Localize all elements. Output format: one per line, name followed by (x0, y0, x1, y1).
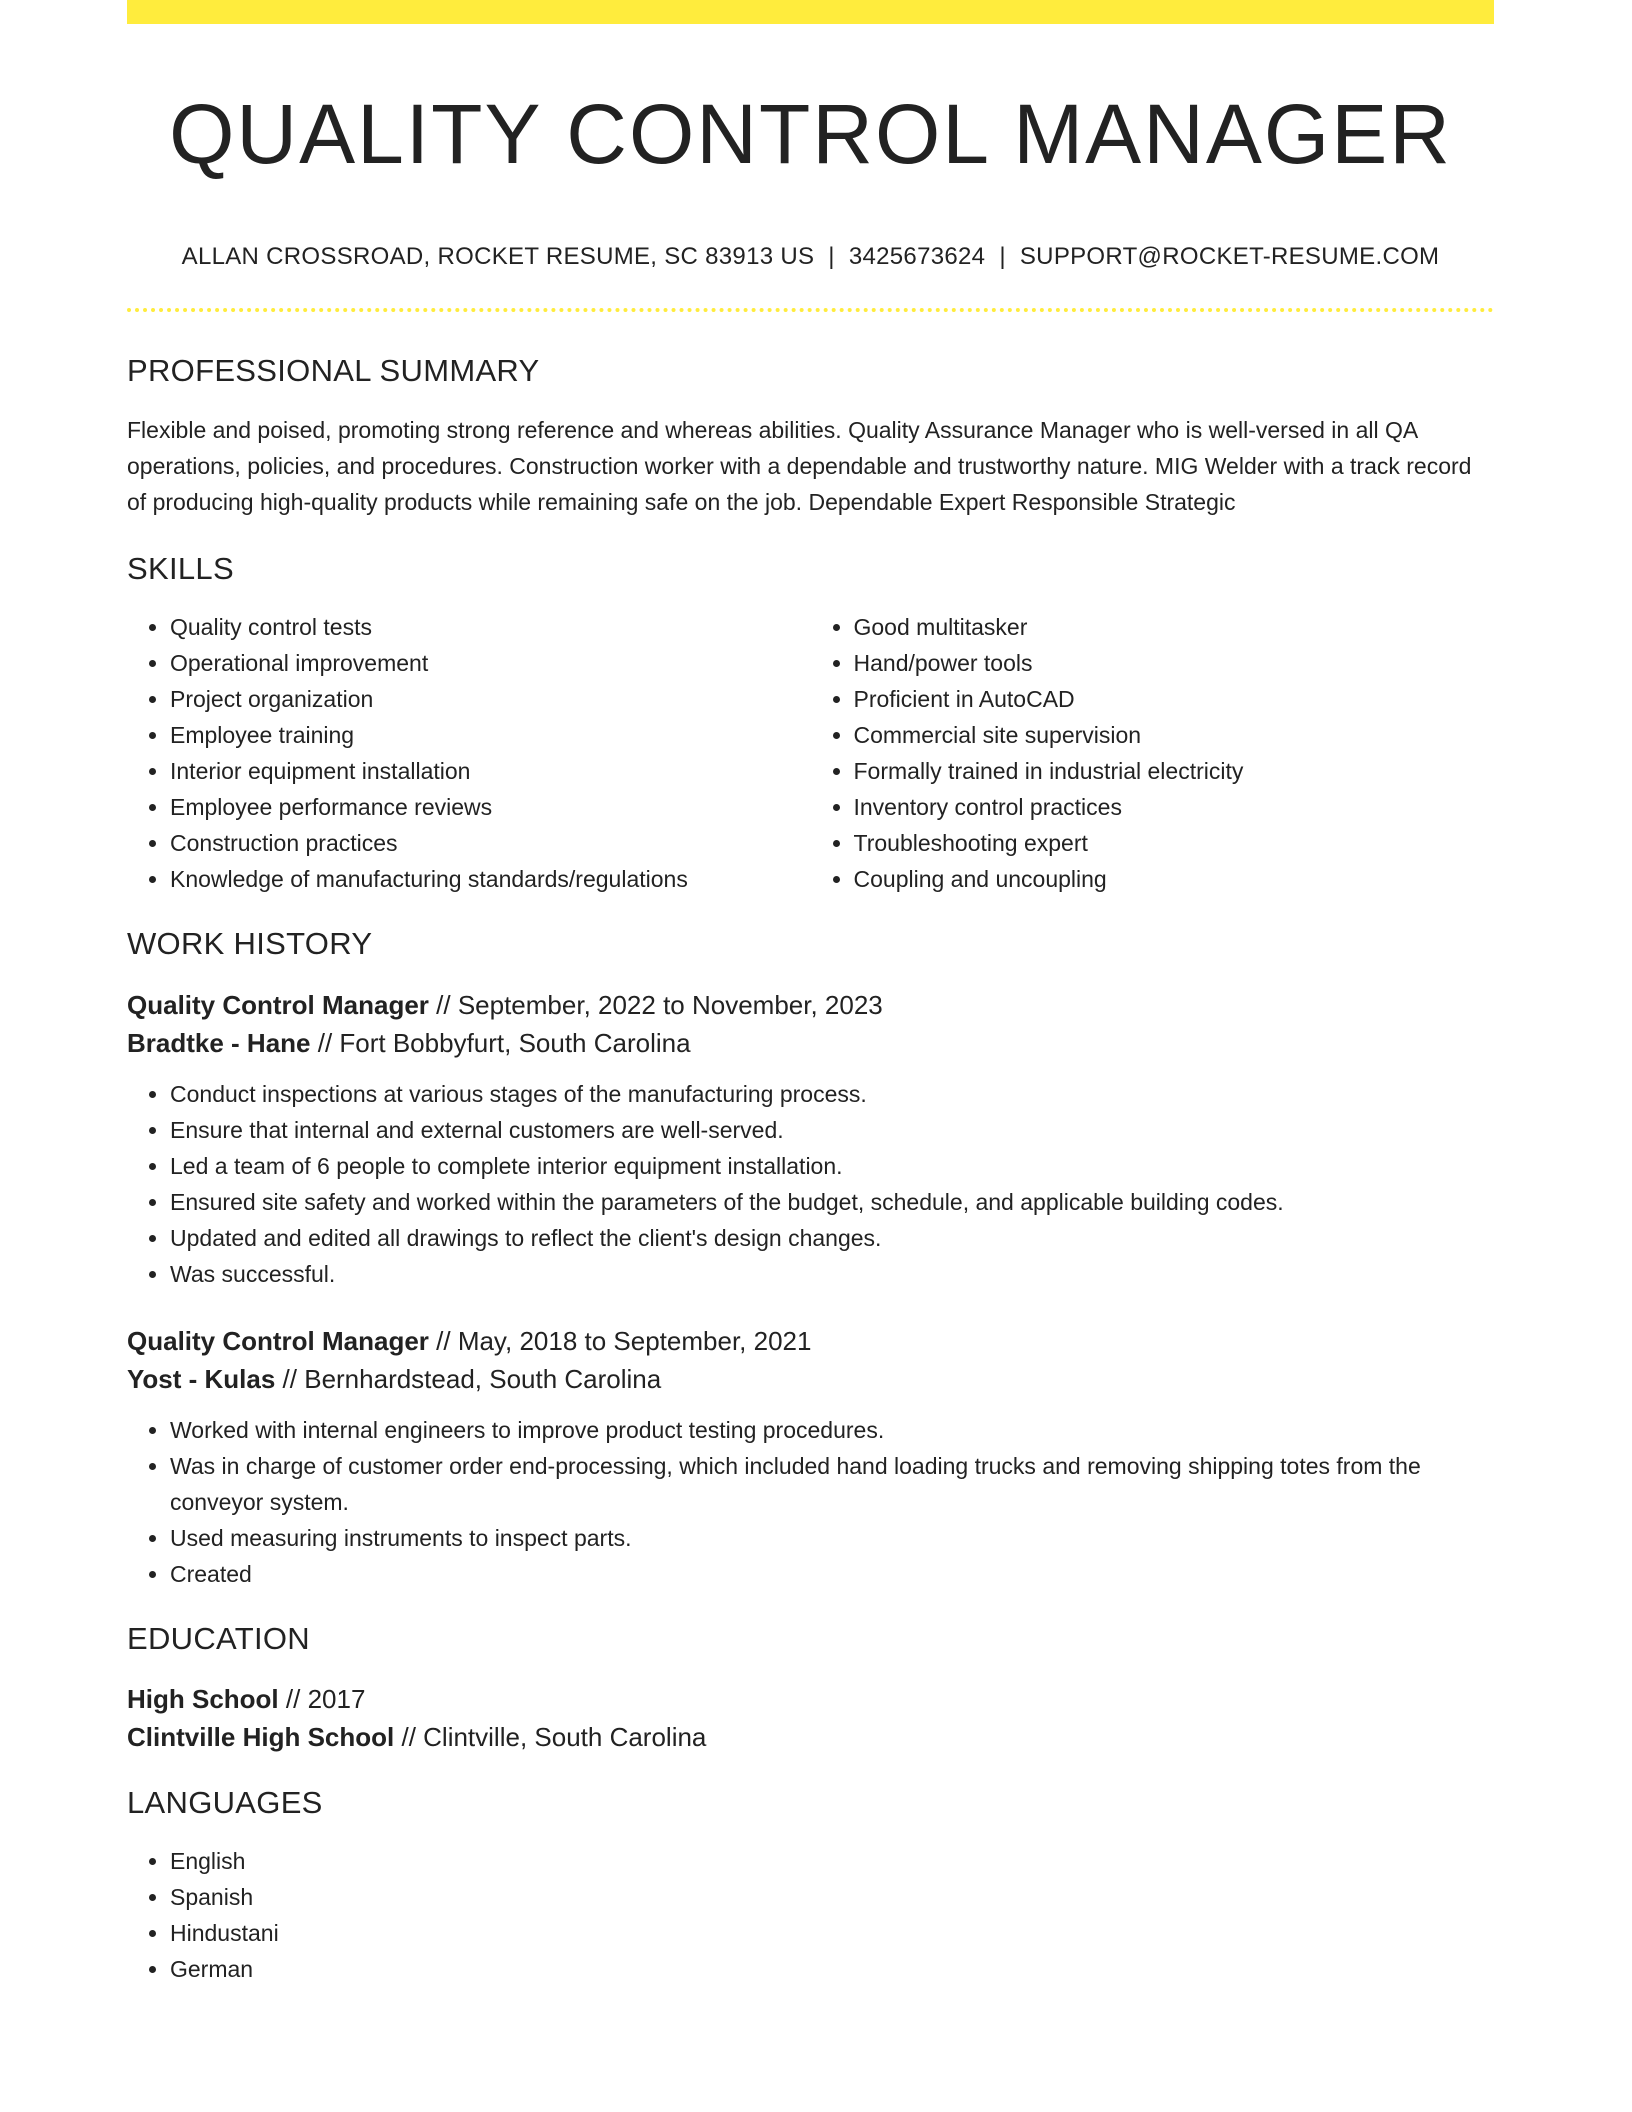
resume-title: QUALITY CONTROL MANAGER (169, 87, 1452, 181)
skill-item: • Employee training (170, 717, 811, 753)
job-company: Yost - Kulas (127, 1364, 276, 1395)
job-location: // Fort Bobbyfurt, South Carolina (310, 1028, 691, 1059)
dotted-divider (127, 308, 1494, 312)
skill-item: • Proficient in AutoCAD (854, 681, 1495, 717)
contact-email: SUPPORT@ROCKET-RESUME.COM (1019, 242, 1440, 270)
skill-item: • Coupling and uncoupling (854, 861, 1495, 897)
job-title: Quality Control Manager (127, 990, 429, 1021)
skill-item: • Troubleshooting expert (854, 825, 1495, 861)
skills-list-left (127, 609, 811, 897)
education-degree: High School (127, 1683, 279, 1714)
job-title-line (127, 1322, 1494, 1360)
skill-item: • Good multitasker (854, 609, 1495, 645)
language-item: • Spanish (170, 1879, 1494, 1915)
job-title-line (127, 986, 1494, 1024)
job-title: Quality Control Manager (127, 1326, 429, 1357)
resume-page (127, 0, 1494, 1987)
languages-list (127, 1843, 1494, 1987)
languages-heading: LANGUAGES (127, 1784, 323, 1820)
summary-text: Flexible and poised, promoting strong reference and whereas abilities. Quality Assurance Manager who is well-versed in all QA operations, policies, and procedures. Construction worker with a dependable and trustworthy nature. MIG Welder with a track record of producing high-quality products while remaining safe on the job. Dependable Expert Responsible Strategic (127, 416, 1472, 515)
job-dates: // May, 2018 to September, 2021 (428, 1326, 812, 1357)
skill-item: • Hand/power tools (854, 645, 1495, 681)
skills-heading: SKILLS (127, 550, 234, 586)
language-item: • Hindustani (170, 1915, 1494, 1951)
contact-phone: 3425673624 (848, 242, 986, 270)
skill-item: • Knowledge of manufacturing standards/regulations (170, 861, 811, 897)
job-bullet: • Was in charge of customer order end-processing, which included hand loading trucks and removing shipping totes from the conveyor system. (170, 1448, 1494, 1520)
skill-item: • Project organization (170, 681, 811, 717)
education-location: // Clintville, South Carolina (394, 1721, 707, 1752)
top-accent-bar (127, 0, 1494, 24)
skills-columns (127, 609, 1494, 897)
education-school: Clintville High School (127, 1721, 395, 1752)
skills-list-right (811, 609, 1495, 897)
skill-item: • Commercial site supervision (854, 717, 1495, 753)
skill-item: • Interior equipment installation (170, 753, 811, 789)
skill-item: • Quality control tests (170, 609, 811, 645)
job-bullet: • Ensured site safety and worked within the parameters of the budget, schedule, and applicable building codes. (170, 1184, 1494, 1220)
job-company: Bradtke - Hane (127, 1028, 311, 1059)
language-item: • English (170, 1843, 1494, 1879)
skill-item: • Inventory control practices (854, 789, 1495, 825)
education-degree-line (127, 1680, 1494, 1718)
job-bullet: • Was successful. (170, 1256, 1494, 1292)
job-bullet: • Ensure that internal and external customers are well-served. (170, 1112, 1494, 1148)
contact-separator: | (999, 242, 1006, 270)
job-company-line (127, 1024, 1494, 1062)
language-item: • German (170, 1951, 1494, 1987)
skill-item: • Construction practices (170, 825, 811, 861)
job-bullet-list (127, 1412, 1494, 1592)
job-location: // Bernhardstead, South Carolina (275, 1364, 662, 1395)
work-history-heading: WORK HISTORY (127, 926, 373, 962)
summary-heading: PROFESSIONAL SUMMARY (127, 352, 540, 388)
education-year: // 2017 (278, 1683, 366, 1714)
job-bullet: • Conduct inspections at various stages of the manufacturing process. (170, 1076, 1494, 1112)
skill-item: • Formally trained in industrial electricity (854, 753, 1495, 789)
job-bullet: • Created (170, 1556, 1494, 1592)
contact-separator: | (828, 242, 835, 270)
contact-address: ALLAN CROSSROAD, ROCKET RESUME, SC 83913 US (181, 242, 815, 270)
job-bullet: • Updated and edited all drawings to reflect the client's design changes. (170, 1220, 1494, 1256)
job-company-line (127, 1360, 1494, 1398)
skill-item: • Operational improvement (170, 645, 811, 681)
education-heading: EDUCATION (127, 1621, 310, 1657)
job-dates: // September, 2022 to November, 2023 (428, 990, 883, 1021)
job-bullet: • Led a team of 6 people to complete interior equipment installation. (170, 1148, 1494, 1184)
job-bullet-list (127, 1076, 1494, 1292)
skill-item: • Employee performance reviews (170, 789, 811, 825)
education-school-line (127, 1718, 1494, 1756)
job-bullet: • Worked with internal engineers to improve product testing procedures. (170, 1412, 1494, 1448)
contact-line (127, 241, 1494, 272)
job-bullet: • Used measuring instruments to inspect parts. (170, 1520, 1494, 1556)
